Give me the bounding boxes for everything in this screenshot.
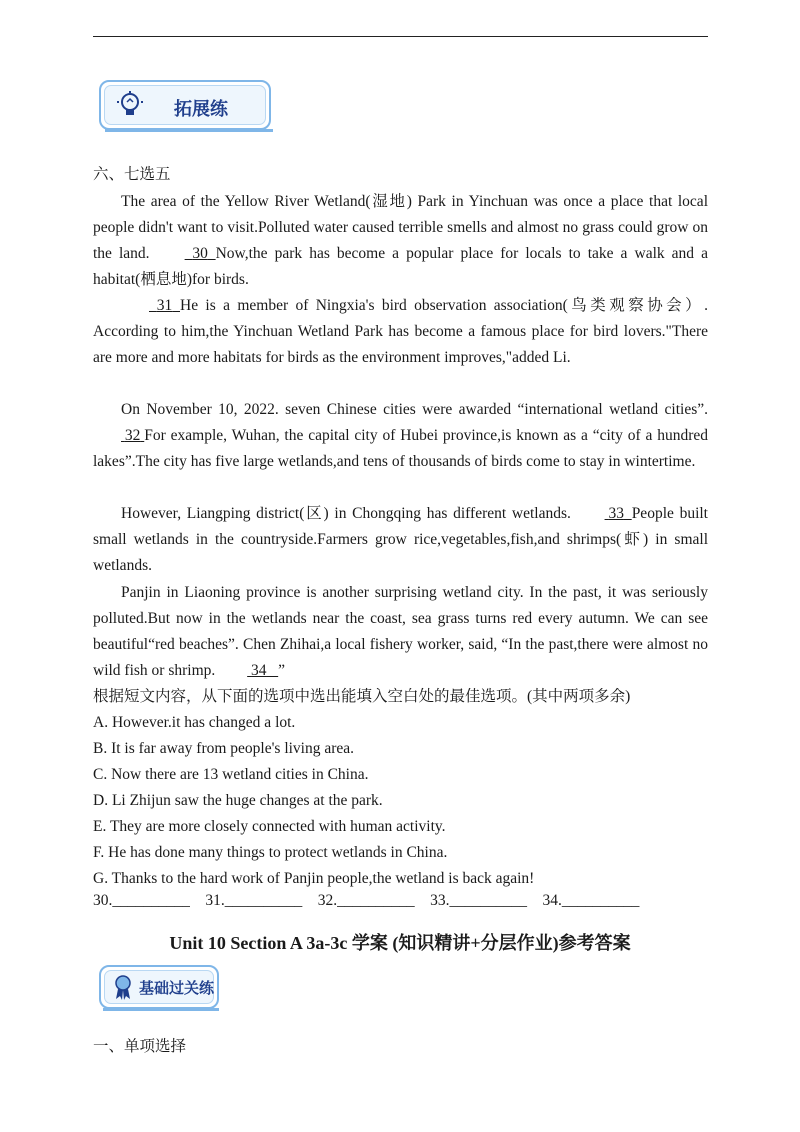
paragraph-text: For example, Wuhan, the capital city of Hubei province,is known as a “city of a hundred lakes”.The city has five large wetlands,and tens of thousands of birds come to stay in wintertime. — [93, 427, 708, 470]
answer-blanks: 30.__________ 31.__________ 32.__________ 33.__________ 34.__________ — [93, 892, 640, 909]
unit-title: Unit 10 Section A 3a-3c 学案 (知识精讲+分层作业)参考答案 — [169, 933, 631, 953]
paragraph-text: The area of the Yellow River Wetland(湿地) Park in Yinchuan was once a place that local people didn't want to visit.Polluted water caused terrible smells and almost no grass could grow on the land. — [93, 193, 708, 262]
blank-31 — [121, 293, 180, 319]
blank-33 — [577, 501, 632, 527]
badge-underline — [103, 1008, 219, 1011]
section-title: 六、七选五 — [93, 166, 171, 183]
paragraph-text: Now,the park has become a popular place for locals to take a walk and a habitat(栖息地)for birds. — [93, 245, 708, 288]
paragraph-text: However, Liangping district(区) in Chongqing has different wetlands. — [121, 505, 577, 522]
option-e: E. They are more closely connected with human activity. — [93, 818, 446, 835]
passage-paragraph-1 — [93, 189, 708, 293]
blank-number: 32 — [124, 427, 141, 444]
option-c: C. Now there are 13 wetland cities in China. — [93, 766, 369, 783]
instruction-text: 根据短文内容，从下面的选项中选出能填入空白处的最佳选项。(其中两项多余) — [93, 688, 631, 705]
passage-paragraph-3 — [93, 397, 708, 475]
blank-number: 34 — [251, 662, 267, 679]
blank-30 — [157, 241, 216, 267]
badge-underline — [105, 129, 273, 132]
passage-paragraph-5 — [93, 580, 708, 684]
header-rule — [93, 36, 708, 37]
lightbulb-icon — [115, 90, 145, 120]
paragraph-text: ” — [278, 662, 286, 679]
blank-number: 30 — [192, 245, 208, 262]
options-list — [93, 710, 534, 892]
section-badge-basic — [99, 965, 219, 1009]
blank-number: 31 — [156, 297, 173, 314]
medal-icon — [111, 973, 135, 1001]
paragraph-text: People built small wetlands in the countryside.Farmers grow rice,vegetables,fish,and shrimps(虾) in small wetlands. — [93, 505, 708, 574]
blank-number: 33 — [608, 505, 624, 522]
option-g: G. Thanks to the hard work of Panjin people,the wetland is back again! — [93, 870, 535, 887]
badge-label: 拓展练 — [174, 99, 228, 120]
option-b: B. It is far away from people's living area. — [93, 740, 355, 757]
option-a: A. However.it has changed a lot. — [93, 714, 296, 731]
paragraph-text: Panjin in Liaoning province is another surprising wetland city. In the past, it was seriously polluted.But now in the wetlands near the coast, sea grass turns red every autumn. We can see beautiful“red beaches”. Chen Zhihai,a local fishery worker, said, “In the past,there were almost no wild fish or shrimp. — [93, 584, 708, 679]
badge-label: 基础过关练 — [139, 979, 215, 997]
passage-paragraph-2 — [93, 293, 708, 371]
blank-34 — [219, 658, 278, 684]
option-f: F. He has done many things to protect wetlands in China. — [93, 844, 448, 861]
option-d: D. Li Zhijun saw the huge changes at the park. — [93, 792, 383, 809]
section-badge-extension — [99, 80, 271, 130]
paragraph-text: On November 10, 2022. seven Chinese cities were awarded “international wetland cities”. — [121, 401, 708, 418]
blank-32 — [93, 423, 144, 449]
paragraph-text: He is a member of Ningxia's bird observation association(鸟类观察协会）. According to him,the Yinchuan Wetland Park has become a famous place for bird lovers."There are more and more habitats for birds as the environment improves,"added Li. — [93, 297, 708, 366]
passage-paragraph-4 — [93, 501, 708, 579]
section-two-title: 一、单项选择 — [93, 1038, 187, 1055]
